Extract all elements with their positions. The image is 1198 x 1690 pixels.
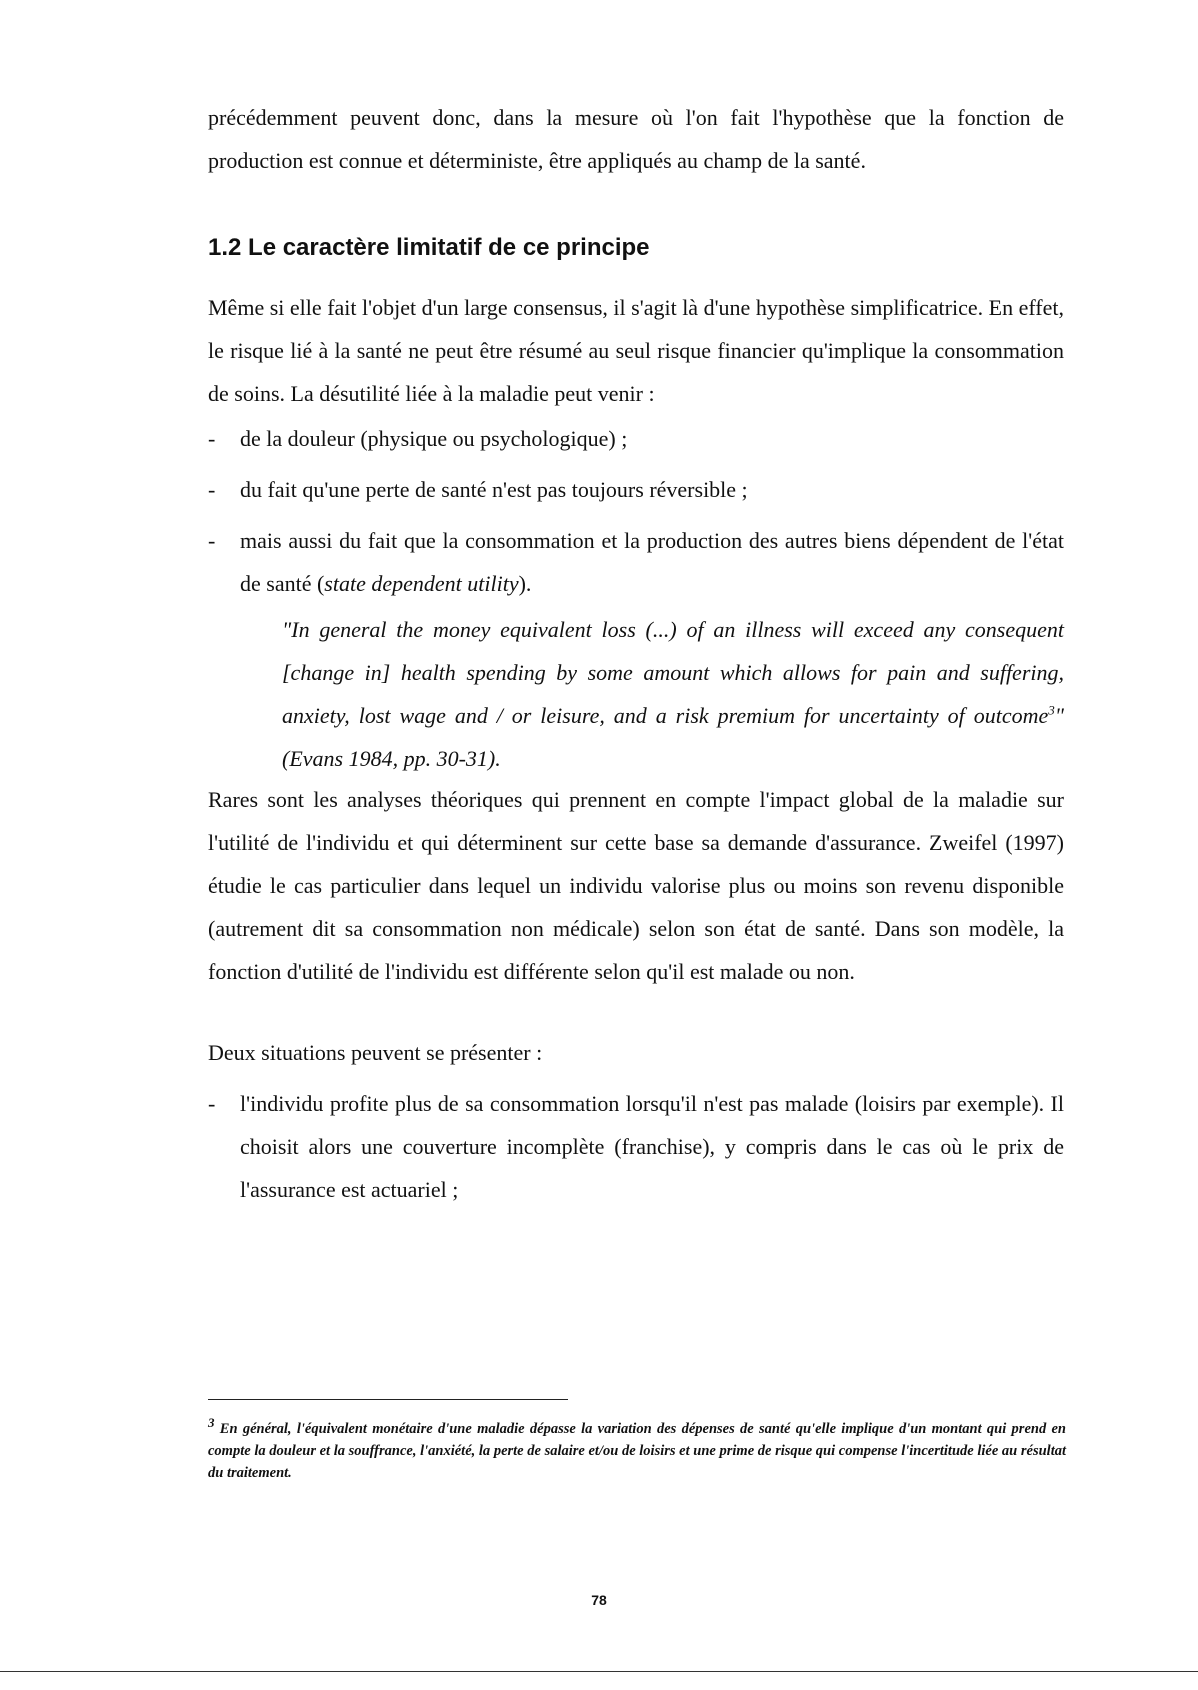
list-item-text: l'individu profite plus de sa consommation lorsqu'il n'est pas malade (loisirs par exemple). Il choisit alors une couverture incomplète (franchise), y compris dans le cas où le prix de l'assurance est actuariel ;	[240, 1091, 1064, 1202]
list-item	[208, 519, 1064, 605]
bullet-dash: -	[208, 477, 216, 502]
quote-text: "In general the money equivalent loss (...) of an illness will exceed any consequent [change in] health spending by some amount which allows for pain and suffering, anxiety, lost wage and / or leisure, and a risk premium for uncertainty of outcome	[282, 617, 1064, 728]
footnote-separator	[208, 1399, 568, 1400]
list-item-text: de la douleur (physique ou psychologique) ;	[240, 426, 628, 451]
footnote	[208, 1415, 1066, 1484]
bottom-border-line	[0, 1671, 1198, 1672]
quote-citation: " (Evans 1984, pp. 30-31).	[282, 703, 1064, 771]
paragraph-zweifel: Rares sont les analyses théoriques qui prennent en compte l'impact global de la maladie sur l'utilité de l'individu et qui déterminent sur cette base sa demande d'assurance. Zweifel (1997) étudie le cas particulier dans lequel un individu valorise plus ou moins son revenu disponible (autrement dit sa consommation non médicale) selon son état de santé. Dans son modèle, la fonction d'utilité de l'individu est différente selon qu'il est malade ou non.	[208, 787, 1064, 984]
bullet-dash: -	[208, 426, 216, 451]
list-item-text-end: ).	[518, 571, 532, 596]
paragraph-consensus: Même si elle fait l'objet d'un large consensus, il s'agit là d'une hypothèse simplificatrice. En effet, le risque lié à la santé ne peut être résumé au seul risque financier qu'implique la consommation de soins. La désutilité liée à la maladie peut venir :	[208, 295, 1064, 406]
italic-term: state dependent utility	[324, 571, 519, 596]
bullet-dash: -	[208, 528, 216, 553]
list-item	[208, 417, 1064, 460]
page-number: 78	[591, 1592, 607, 1608]
list-item	[208, 468, 1064, 511]
list-item-text	[240, 519, 1064, 605]
bullet-dash: -	[208, 1091, 216, 1116]
footnote-reference: 3	[1048, 702, 1055, 718]
intro-paragraph: précédemment peuvent donc, dans la mesure où l'on fait l'hypothèse que la fonction de production est connue et déterministe, être appliqués au champ de la santé.	[208, 105, 1064, 173]
list-item	[208, 1082, 1064, 1211]
list-item-text: du fait qu'une perte de santé n'est pas toujours réversible ;	[240, 477, 748, 502]
footnote-text: En général, l'équivalent monétaire d'une maladie dépasse la variation des dépenses de santé qu'elle implique d'un montant qui prend en compte la douleur et la souffrance, l'anxiété, la perte de salaire et/ou de loisirs et une prime de risque qui compense l'incertitude liée au résultat du traitement.	[208, 1421, 1066, 1481]
paragraph-situations: Deux situations peuvent se présenter :	[208, 1040, 543, 1065]
block-quote	[282, 608, 1064, 780]
list-item-text-start: mais aussi du fait que la consommation et la production des autres biens dépendent de l'état de santé (	[240, 528, 1064, 596]
section-heading: 1.2 Le caractère limitatif de ce principe	[208, 234, 650, 261]
footnote-number: 3	[208, 1415, 215, 1431]
